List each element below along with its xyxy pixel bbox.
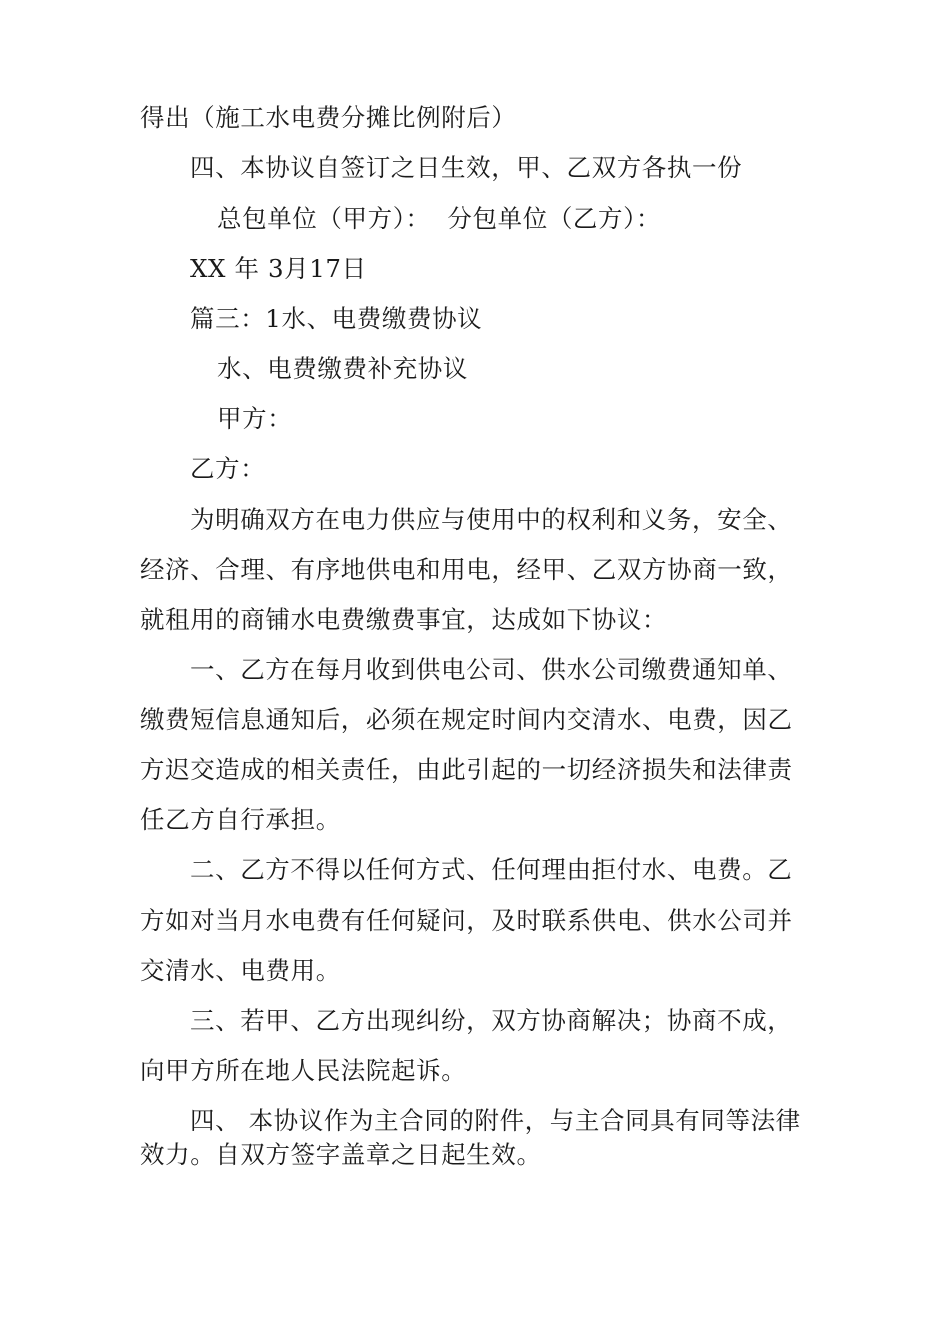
section-heading: 篇三：1水、电费缴费协议: [190, 304, 483, 333]
date-line: XX 年 3月17日: [190, 254, 367, 283]
text-line: 经济、合理、有序地供电和用电，经甲、乙双方协商一致，: [140, 555, 793, 584]
text-line: 为明确双方在电力供应与使用中的权利和义务，安全、: [190, 505, 793, 534]
text-line: 方迟交造成的相关责任，由此引起的一切经济损失和法律责: [140, 755, 793, 784]
text-line: 三、若甲、乙方出现纠纷，双方协商解决；协商不成，: [190, 1006, 793, 1035]
party-a-label: 甲方：: [217, 404, 293, 433]
text-line: 就租用的商铺水电费缴费事宜，达成如下协议：: [140, 605, 668, 634]
text-line: 一、乙方在每月收到供电公司、供水公司缴费通知单、: [190, 655, 793, 684]
text-line: 效力。自双方签字盖章之日起生效。: [140, 1140, 542, 1169]
text-line: 得出（施工水电费分摊比例附后）: [140, 103, 517, 132]
text-line: 缴费短信息通知后，必须在规定时间内交清水、电费，因乙: [140, 705, 793, 734]
text-line: 二、乙方不得以任何方式、任何理由拒付水、电费。乙: [190, 855, 793, 884]
text-line: 四、本协议自签订之日生效，甲、乙双方各执一份: [190, 153, 743, 182]
text-line: 四、 本协议作为主合同的附件，与主合同具有同等法律: [190, 1106, 801, 1135]
signature-parties-line: 总包单位（甲方）： 分包单位（乙方）：: [217, 204, 662, 233]
text-line: 任乙方自行承担。: [140, 805, 341, 834]
party-b-label: 乙方：: [190, 454, 266, 483]
text-line: 方如对当月水电费有任何疑问，及时联系供电、供水公司并: [140, 906, 793, 935]
text-line: 交清水、电费用。: [140, 956, 341, 985]
text-line: 向甲方所在地人民法院起诉。: [140, 1056, 467, 1085]
agreement-title: 水、电费缴费补充协议: [217, 354, 468, 383]
